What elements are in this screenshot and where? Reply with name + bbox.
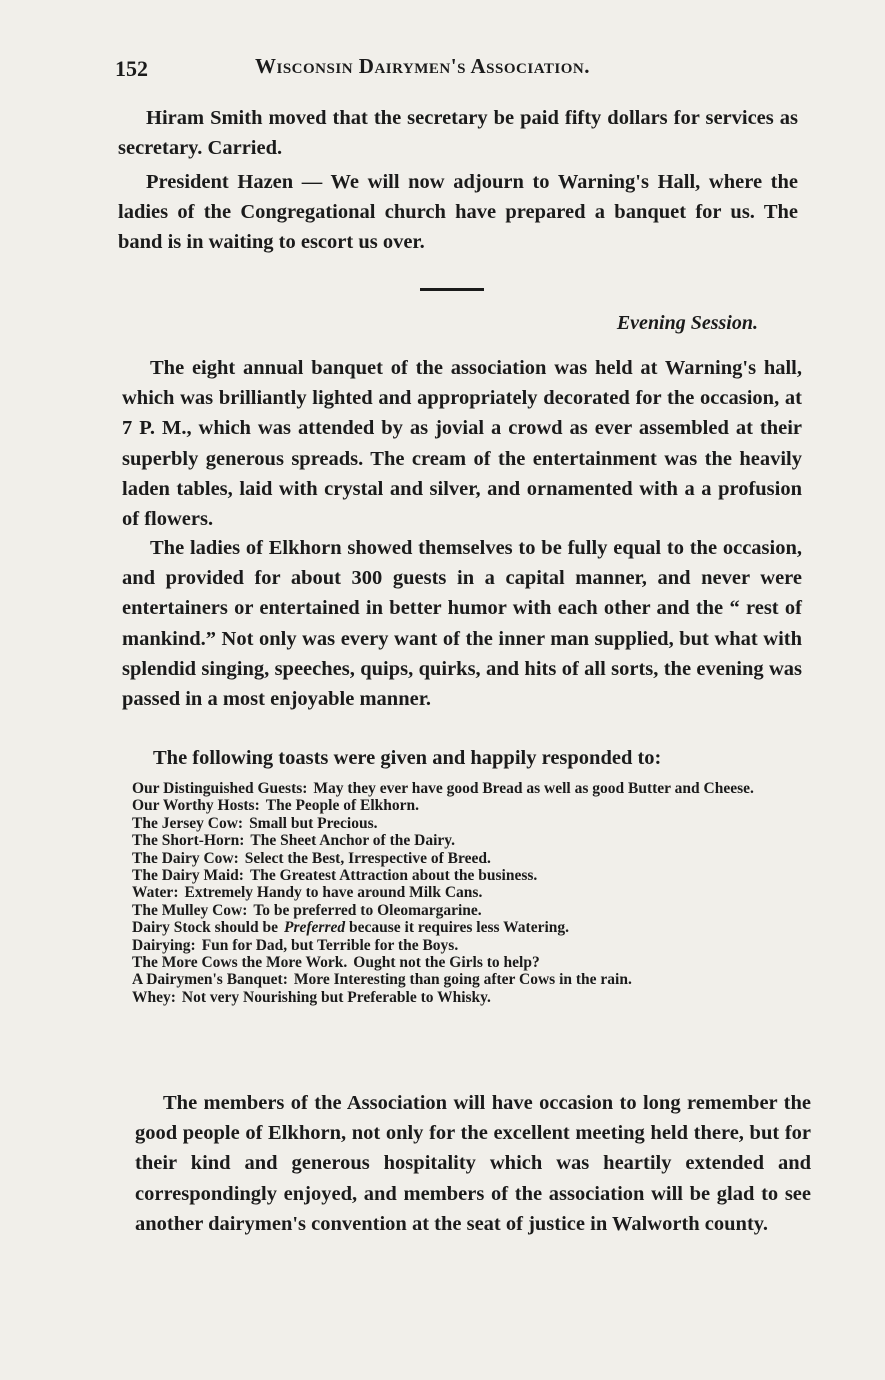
toast-response: Select the Best, Irrespective of Breed. — [244, 849, 491, 867]
toast-response: Small but Precious. — [249, 814, 378, 832]
toast-response: The Sheet Anchor of the Dairy. — [250, 832, 456, 850]
toast-name: The More Cows the More Work. — [132, 954, 348, 972]
toast-response: More Interesting than going after Cows in the rain. — [293, 971, 632, 989]
toast-list — [132, 780, 812, 1006]
toast-response: To be preferred to Oleomargarine. — [253, 901, 482, 919]
toast-item — [132, 971, 812, 988]
toast-response: Fun for Dad, but Terrible for the Boys. — [201, 936, 459, 954]
toast-item — [132, 919, 812, 936]
toast-response: May they ever have good Bread as well as good Butter and Cheese. — [313, 780, 754, 797]
toast-item — [132, 832, 812, 849]
paragraph-ladies-of-elkhorn: The ladies of Elkhorn showed themselves to be fully equal to the occasion, and provided for about 300 guests in a capital manner, and never were entertainers or entertained in better humor with each other and the “ rest of mankind.” Not only was every want of the inner man supplied, but what with splendid singing, speeches, quips, quirks, and hits of all sorts, the evening was passed in a most enjoyable manner. — [122, 537, 802, 711]
toast-item — [132, 989, 812, 1006]
toast-item — [132, 884, 812, 901]
toast-item — [132, 797, 812, 814]
paragraph-toasts-intro: The following toasts were given and happily responded to: — [153, 747, 662, 769]
paragraph-secretary-motion: Hiram Smith moved that the secretary be paid fifty dollars for services as secretary. Carried. — [118, 107, 798, 160]
running-title: Wisconsin Dairymen's Association. — [255, 54, 591, 78]
toast-response: The Greatest Attraction about the business. — [249, 867, 538, 885]
toast-name: The Short-Horn: — [132, 832, 245, 850]
toast-response: Extremely Handy to have around Milk Cans. — [184, 884, 483, 902]
toast-name: The Jersey Cow: — [132, 814, 244, 832]
toast-response: because it requires less Watering. — [349, 919, 570, 937]
toast-response: The People of Elkhorn. — [265, 797, 420, 815]
toast-name: Our Distinguished Guests: — [132, 780, 308, 797]
paragraph-banquet: The eight annual banquet of the association was held at Warning's hall, which was brilliantly lighted and appropriately decorated for the occasion, at 7 P. M., which was attended by as jovial a crowd as ever assembled at their superbly generous spreads. The cream of the entertainment was the heavily laden tables, laid with crystal and silver, and ornamented with a a profusion of flowers. — [122, 357, 802, 531]
toast-item — [132, 780, 812, 797]
toast-response: Ought not the Girls to help? — [353, 954, 540, 972]
toast-name: Dairy Stock should be — [132, 919, 278, 937]
toast-name: The Dairy Cow: — [132, 849, 239, 867]
section-divider — [420, 288, 484, 291]
toast-name: The Mulley Cow: — [132, 901, 248, 919]
toast-response: Not very Nourishing but Preferable to Whisky. — [181, 988, 491, 1006]
toast-item — [132, 902, 812, 919]
toast-name: A Dairymen's Banquet: — [132, 971, 288, 989]
paragraph-adjourn: President Hazen — We will now adjourn to Warning's Hall, where the ladies of the Congregational church have prepared a banquet for us. The band is in waiting to escort us over. — [118, 171, 798, 254]
toast-name: Dairying: — [132, 936, 196, 954]
paragraph-closing: The members of the Association will have occasion to long remember the good people of Elkhorn, not only for the excellent meeting held there, but for their kind and generous hospitality which was heartily extended and correspondingly enjoyed, and members of the association will be glad to see another dairymen's convention at the seat of justice in Walworth county. — [135, 1092, 811, 1235]
toast-item — [132, 937, 812, 954]
toast-name: The Dairy Maid: — [132, 867, 244, 885]
section-heading: Evening Session. — [616, 312, 758, 334]
running-head — [115, 50, 815, 80]
toast-item — [132, 850, 812, 867]
page-number: 152 — [115, 56, 148, 81]
toast-item — [132, 867, 812, 884]
toast-item — [132, 954, 812, 971]
toast-emphasis: Preferred — [284, 919, 346, 937]
toast-name: Water: — [132, 884, 179, 902]
toast-name: Whey: — [132, 988, 176, 1006]
toast-name: Our Worthy Hosts: — [132, 797, 260, 815]
toast-item — [132, 815, 812, 832]
